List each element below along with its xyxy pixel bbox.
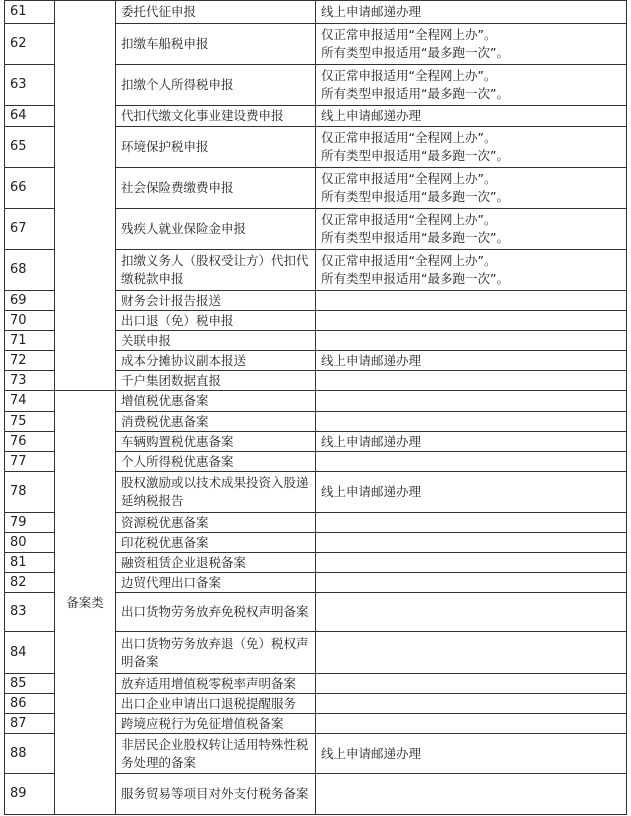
handling-note-line: 所有类型申报适用“最多跑一次”。 [321,189,509,204]
row-number: 79 [5,513,55,533]
handling-note-line: 所有类型申报适用“最多跑一次”。 [321,45,509,60]
row-number: 68 [5,250,55,291]
row-number: 71 [5,331,55,351]
service-item: 委托代征申报 [116,1,316,24]
handling-note [316,513,627,533]
service-item: 扣缴义务人（股权受让方）代扣代缴税款申报 [116,250,316,291]
handling-note-line: 仅正常申报适用“全程网上办”。 [321,253,497,268]
service-item: 边贸代理出口备案 [116,573,316,593]
row-number: 86 [5,694,55,714]
row-number: 66 [5,168,55,209]
table-body [5,1,627,815]
row-number: 72 [5,351,55,371]
row-number: 87 [5,714,55,734]
handling-note [316,533,627,553]
table-row [5,391,627,412]
handling-note-line: 线上申请邮递办理 [321,4,422,19]
handling-note [316,553,627,573]
handling-note [316,452,627,472]
handling-note [316,65,627,106]
row-number: 70 [5,311,55,331]
service-item: 扣缴车船税申报 [116,24,316,65]
handling-note [316,412,627,432]
row-number: 88 [5,734,55,774]
handling-note [316,209,627,250]
service-item: 增值税优惠备案 [116,391,316,412]
handling-note-line: 线上申请邮递办理 [321,745,422,761]
row-number: 89 [5,774,55,815]
service-item: 千户集团数据直报 [116,371,316,391]
table-row [5,1,627,24]
handling-note-line: 所有类型申报适用“最多跑一次”。 [321,86,509,101]
handling-note [316,371,627,391]
row-number: 78 [5,472,55,513]
handling-note [316,311,627,331]
handling-note [316,472,627,513]
handling-note-line: 仅正常申报适用“全程网上办”。 [321,27,497,42]
row-number: 85 [5,674,55,694]
handling-note [316,127,627,168]
handling-note-line: 线上申请邮递办理 [321,352,422,368]
service-item: 跨境应税行为免征增值税备案 [116,714,316,734]
service-item: 资源税优惠备案 [116,513,316,533]
handling-note [316,250,627,291]
row-number: 76 [5,432,55,452]
category-cell-empty [55,1,116,391]
handling-note-line: 所有类型申报适用“最多跑一次”。 [321,230,509,245]
handling-note [316,351,627,371]
row-number: 73 [5,371,55,391]
handling-note [316,774,627,815]
row-number: 77 [5,452,55,472]
row-number: 62 [5,24,55,65]
handling-note [316,1,627,24]
row-number: 82 [5,573,55,593]
handling-note-line: 仅正常申报适用“全程网上办”。 [321,130,497,145]
handling-note [316,432,627,452]
service-item: 放弃适用增值税零税率声明备案 [116,674,316,694]
handling-note [316,573,627,593]
handling-note-line: 仅正常申报适用“全程网上办”。 [321,212,497,227]
row-number: 80 [5,533,55,553]
handling-note-line: 仅正常申报适用“全程网上办”。 [321,171,497,186]
service-item: 代扣代缴文化事业建设费申报 [116,106,316,127]
service-item: 消费税优惠备案 [116,412,316,432]
row-number: 75 [5,412,55,432]
handling-note [316,593,627,632]
handling-note-line: 线上申请邮递办理 [321,484,422,499]
handling-note-line: 线上申请邮递办理 [321,108,422,123]
handling-note-line: 线上申请邮递办理 [321,433,422,449]
row-number: 69 [5,291,55,311]
service-item: 环境保护税申报 [116,127,316,168]
row-number: 67 [5,209,55,250]
service-item: 服务贸易等项目对外支付税务备案 [116,774,316,815]
service-item: 出口退（免）税申报 [116,311,316,331]
handling-note [316,331,627,351]
handling-note-line: 仅正常申报适用“全程网上办”。 [321,68,497,83]
service-item: 出口企业申请出口退税提醒服务 [116,694,316,714]
handling-note-line: 所有类型申报适用“最多跑一次”。 [321,148,509,163]
service-item: 个人所得税优惠备案 [116,452,316,472]
handling-note [316,391,627,412]
handling-note [316,674,627,694]
row-number: 61 [5,1,55,24]
handling-note [316,632,627,674]
handling-note-line: 所有类型申报适用“最多跑一次”。 [321,271,509,286]
service-item: 财务会计报告报送 [116,291,316,311]
row-number: 65 [5,127,55,168]
row-number: 64 [5,106,55,127]
handling-note [316,106,627,127]
service-table [4,0,627,815]
handling-note [316,168,627,209]
service-item: 融资租赁企业退税备案 [116,553,316,573]
service-item: 成本分摊协议副本报送 [116,351,316,371]
service-item: 社会保险费缴费申报 [116,168,316,209]
row-number: 81 [5,553,55,573]
service-item: 出口货物劳务放弃免税权声明备案 [116,593,316,632]
service-item: 车辆购置税优惠备案 [116,432,316,452]
handling-note [316,714,627,734]
row-number: 84 [5,632,55,674]
service-item: 非居民企业股权转让适用特殊性税务处理的备案 [116,734,316,774]
service-item: 扣缴个人所得税申报 [116,65,316,106]
handling-note [316,734,627,774]
handling-note [316,24,627,65]
service-item: 关联申报 [116,331,316,351]
handling-note [316,694,627,714]
service-item: 股权激励或以技术成果投资入股递延纳税报告 [116,472,316,513]
row-number: 74 [5,391,55,412]
service-item: 印花税优惠备案 [116,533,316,553]
service-item: 残疾人就业保险金申报 [116,209,316,250]
handling-note [316,291,627,311]
row-number: 83 [5,593,55,632]
row-number: 63 [5,65,55,106]
category-cell: 备案类 [55,391,116,815]
service-item: 出口货物劳务放弃退（免）税权声明备案 [116,632,316,674]
